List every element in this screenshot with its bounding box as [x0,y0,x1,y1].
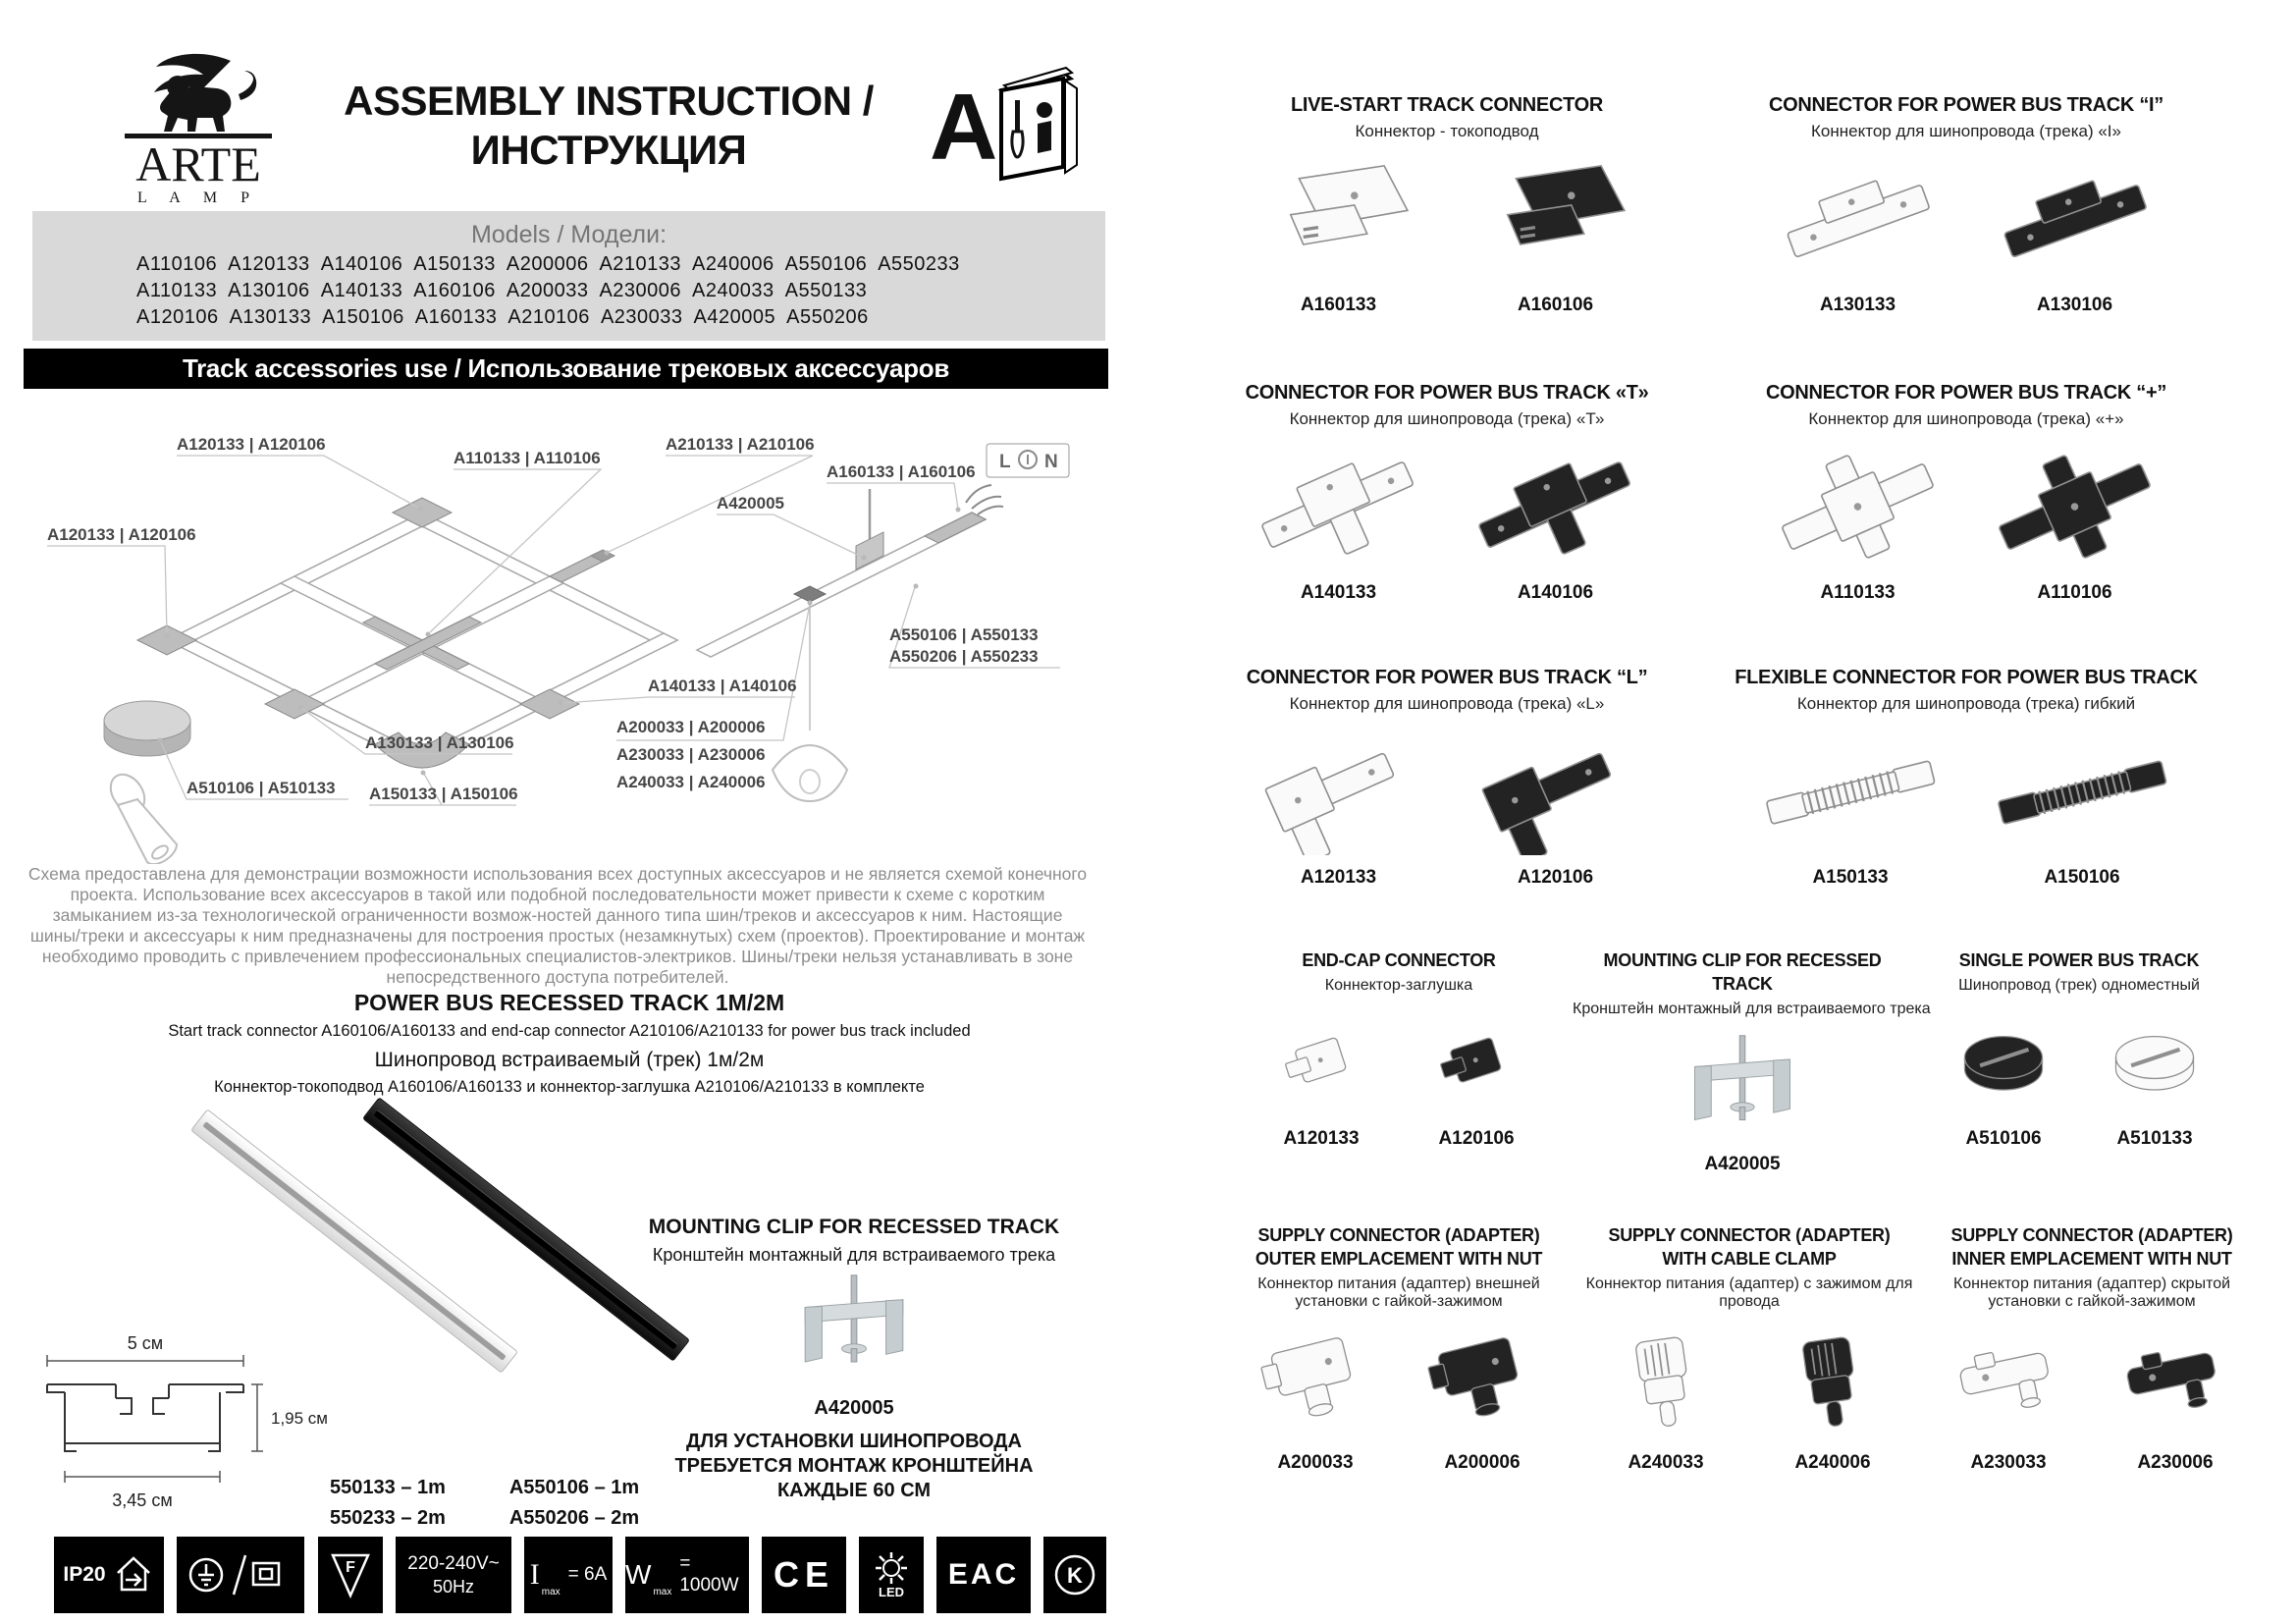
product-code: A230033 [1970,1452,2047,1473]
dim-height-line [251,1384,263,1451]
product-code: A130133 [1819,295,1896,315]
product-code: A420005 [1704,1154,1781,1174]
badge-ce: CE [762,1537,846,1613]
badge-earth-class2 [177,1537,304,1613]
recessed-subtitle-en: Start track connector A160106/A160133 and end-cap connector A210106/A210133 for power bus track included [168,1022,971,1040]
product-code: A120106 [1517,867,1594,888]
section-title: CONNECTOR FOR POWER BUS TRACK “+” [1765,382,2167,404]
product-image-white [1248,728,1429,855]
label-neutral: N [1044,452,1058,472]
diagram-label: A130133 | A130106 [365,733,514,752]
product-code: A200033 [1277,1452,1354,1473]
product-image-white [1242,1325,1389,1440]
product-image-white [1592,1325,1739,1440]
section-banner: Track accessories use / Использование трековых аксессуаров [24,349,1108,389]
white-track-codes [294,1473,481,1534]
track-code: 550233 – 2m [330,1507,446,1529]
dim-height-label: 1,95 см [271,1409,328,1428]
mounting-clip-image [775,1272,933,1384]
diagram-label: A420005 [717,494,785,513]
models-row: A120106 A130133 A150106 A160133 A210106 A230033 A420005 A550206 [136,306,869,328]
section-subtitle-ru: Коннектор питания (адаптер) скрытой установки с гайкой-зажимом [1952,1275,2231,1310]
badge-kc [1043,1537,1106,1613]
dim-width-line [47,1355,243,1367]
kc-circle-icon [1052,1552,1097,1597]
badge-led: LED [859,1537,924,1613]
product-image-white [1935,1325,2082,1440]
section-mounting-clip [1573,948,1931,1175]
house-icon [112,1553,155,1597]
single-track-puck [104,701,190,756]
product-code: A110133 [1820,582,1896,603]
product-image-black [1935,1008,2072,1116]
product-code: A230006 [2137,1452,2214,1473]
product-code: A150106 [2044,867,2120,888]
section-subtitle-ru: Коннектор для шинопровода (трека) «I» [1811,122,2121,140]
product-image-black [1984,728,2180,855]
section-subtitle-ru: Коннектор питания (адаптер) с зажимом для провода [1585,1275,1913,1310]
mounting-clip-mini [856,489,883,569]
product-code: A140133 [1300,582,1377,603]
feed-wires [966,485,1003,514]
clip-note: ДЛЯ УСТАНОВКИ ШИНОПРОВОДА ТРЕБУЕТСЯ МОНТАЖ КРОНШТЕЙНА КАЖДЫЕ 60 СМ [674,1431,1034,1501]
ln-feed-box [987,444,1069,477]
diagram-label: A110133 | A110106 [454,449,601,467]
product-image-white [1248,443,1429,570]
section-title: CONNECTOR FOR POWER BUS TRACK “I” [1769,94,2163,116]
product-image-white [1253,1008,1390,1116]
recessed-subtitle-ru1: Шинопровод встраиваемый (трек) 1м/2м [374,1049,765,1071]
product-code: A510133 [2116,1128,2193,1149]
models-box [32,211,1105,341]
diagram-label: A120133 | A120106 [177,435,326,454]
section-title: CONNECTOR FOR POWER BUS TRACK “L” [1246,667,1648,688]
track-code: A550106 – 1m [508,1477,640,1498]
product-image-white [1767,443,1949,570]
models-row: A110133 A130106 A140133 A160106 A200033 A230006 A240033 A550133 [136,280,868,301]
product-image-black [2102,1325,2249,1440]
badge-imax: I max = 6A [524,1537,613,1613]
section-flexible-connector [1726,666,2207,889]
mounting-clip-section [618,1216,1090,1503]
clip-subtitle: Кронштейн монтажный для встраиваемого трека [652,1245,1056,1265]
section-subtitle-ru: Кронштейн монтажный для встраиваемого трека [1573,1001,1931,1017]
disclaimer-text: Схема предоставлена для демонстрации возможности использования всех доступных аксессуаров и не является схемой конечного проекта. Использование всех аксессуаров в такой или подобной последовательности может привести к схеме с коротким замыканием из-за технологической ограниченности возмож-ностей данного типа шин/треков и аксессуаров к ним. Настоящие шины/треки и аксессуары к ним предназначены для построения простых (незамкнутых) схем (проектов). Проектирование и монтаж необходимо проводить с привлечением профессиональных специалистов-электриков. Шины/треки нельзя устанавливать в зоне непосредственного доступа потребителей. [27,864,1088,987]
product-image-black [1984,443,2165,570]
section-adapter-outer [1224,1223,1574,1474]
page-title-line2: ИНСТРУКЦИЯ [470,127,747,173]
section-adapter-inner [1922,1223,2262,1474]
product-image-clip [1669,1032,1816,1142]
brand-sub: L A M P [136,189,260,206]
spotlight-sketch [104,768,177,864]
section-title-line1: SUPPLY CONNECTOR (ADAPTER) [1608,1225,1891,1245]
diagram-label: A240033 | A240006 [616,773,766,791]
dim-base-label: 3,45 см [112,1490,173,1510]
product-image-white [1248,155,1429,283]
dim-base-line [65,1471,220,1483]
section-live-start-connector [1221,93,1673,316]
badge-wm ax: W max = 1000W [625,1537,749,1613]
section-title: CONNECTOR FOR POWER BUS TRACK «T» [1245,382,1649,404]
section-title-line2: WITH CABLE CLAMP [1662,1249,1837,1269]
product-image-black [1465,155,1646,283]
svg-text:K: K [1067,1563,1083,1588]
product-code: A160106 [1517,295,1594,315]
section-subtitle-ru: Коннектор для шинопровода (трека) гибкий [1796,694,2136,713]
diagram-label: A510106 | A510133 [187,779,336,797]
section-subtitle-ru: Коннектор для шинопровода (трека) «L» [1289,694,1605,713]
track-code: A550206 – 2m [508,1507,640,1529]
section-subtitle-ru: Коннектор питания (адаптер) внешней установки с гайкой-зажимом [1257,1275,1540,1310]
icon-letter-a: A [930,75,998,180]
f-triangle-icon [329,1550,372,1599]
label-live: L [999,452,1011,472]
product-image-black [1759,1325,1906,1440]
product-image-black [1408,1008,1545,1116]
product-code: A160133 [1300,295,1377,315]
section-title-line2: OUTER EMPLACEMENT WITH NUT [1255,1249,1543,1269]
winged-lion-icon [154,54,256,132]
models-heading: Models / Модели: [470,221,667,248]
diagram-label: A160133 | A160106 [827,462,976,481]
section-title-line2: INNER EMPLACEMENT WITH NUT [1951,1249,2232,1269]
product-image-white [1767,155,1949,283]
section-connector-plus [1740,381,2192,604]
section-title: MOUNTING CLIP FOR RECESSED TRACK [1603,950,1882,994]
section-end-cap [1235,948,1563,1150]
product-code: A510106 [1965,1128,2042,1149]
diagram-label: A550206 | A550233 [889,647,1039,666]
track-layout-diagram [29,405,1085,864]
product-image-black [1465,728,1646,855]
product-image-white [1752,728,1949,855]
clip-title: MOUNTING CLIP FOR RECESSED TRACK [648,1216,1060,1238]
section-subtitle-ru: Коннектор для шинопровода (трека) «+» [1808,409,2124,428]
dim-width-label: 5 см [127,1333,164,1353]
product-code: A120106 [1438,1128,1515,1149]
diagram-label: A210133 | A210106 [666,435,815,454]
product-image-black [1984,155,2165,283]
section-title-line1: SUPPLY CONNECTOR (ADAPTER) [1950,1225,2233,1245]
product-code: A240033 [1628,1452,1704,1473]
section-title: LIVE-START TRACK CONNECTOR [1290,94,1604,116]
badge-ip20: IP20 [54,1537,164,1613]
brand-name: ARTE [135,136,261,191]
product-code: A200006 [1444,1452,1521,1473]
product-code: A110106 [2037,582,2112,603]
recessed-subtitle-ru2: Коннектор-токоподвод A160106/A160133 и коннектор-заглушка A210106/A210133 в комплекте [214,1078,925,1096]
diagram-label: A200033 | A200006 [616,718,766,736]
page-title-line1: ASSEMBLY INSTRUCTION / [344,78,874,124]
product-code: A150133 [1812,867,1889,888]
diagram-label: A120133 | A120106 [47,525,196,544]
product-image-black [1409,1325,1556,1440]
product-code: A130106 [2036,295,2113,315]
page-title [324,77,893,175]
recessed-title: POWER BUS RECESSED TRACK 1M/2M [353,990,785,1015]
badge-f-triangle [318,1537,383,1613]
section-adapter-clamp [1582,1223,1916,1474]
earth-class2-icon [187,1551,294,1598]
profile-outline [47,1384,243,1451]
section-subtitle-ru: Шинопровод (трек) одноместный [1958,977,2200,994]
recessed-track-header [79,990,1060,1097]
product-code: A240006 [1794,1452,1871,1473]
manual-booklet-icon [928,59,1085,187]
info-icon [1037,102,1052,153]
product-code: A140106 [1517,582,1594,603]
arte-lamp-logo [83,49,314,206]
svg-text:F: F [346,1559,355,1576]
section-subtitle-ru: Коннектор - токоподвод [1355,122,1539,140]
connector-pieces [137,498,986,768]
diagram-label: A140133 | A140106 [648,677,797,695]
models-row: A110106 A120133 A140106 A150133 A200006 A210133 A240006 A550106 A550233 [136,253,960,275]
section-connector-t [1221,381,1673,604]
clip-code: A420005 [814,1397,894,1419]
diagram-label: A150133 | A150106 [369,785,518,803]
section-title-line1: SUPPLY CONNECTOR (ADAPTER) [1257,1225,1540,1245]
section-subtitle-ru: Коннектор для шинопровода (трека) «Т» [1289,409,1605,428]
section-single-track [1916,948,2242,1150]
section-title: SINGLE POWER BUS TRACK [1958,950,2200,970]
diagram-label: A550106 | A550133 [889,625,1039,644]
product-code: A120133 [1283,1128,1360,1149]
section-title: FLEXIBLE CONNECTOR FOR POWER BUS TRACK [1735,667,2198,688]
section-connector-i [1740,93,2192,316]
section-subtitle-ru: Коннектор-заглушка [1324,977,1473,994]
led-sun-icon [875,1551,908,1585]
diagram-label: A230033 | A230006 [616,745,766,764]
section-title: END-CAP CONNECTOR [1302,950,1496,970]
pendant-sketch [773,602,847,801]
section-connector-l [1221,666,1673,889]
product-image-white [2086,1008,2223,1116]
product-code: A120133 [1300,867,1377,888]
badge-eac: EAC [936,1537,1031,1613]
track-code: 550133 – 1m [330,1477,446,1498]
product-image-black [1465,443,1646,570]
badge-voltage: 220-240V~ 50Hz [396,1537,511,1613]
